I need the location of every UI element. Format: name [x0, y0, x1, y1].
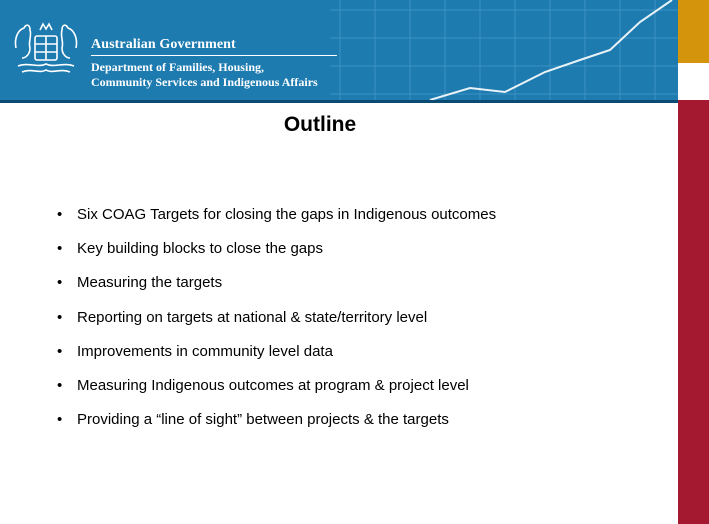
slide-title: Outline: [283, 113, 357, 136]
department-line-2: Community Services and Indigenous Affairs: [91, 75, 318, 89]
bullet-icon: •: [57, 376, 63, 394]
gold-strip: [678, 0, 709, 63]
department-line-1: Department of Families, Housing,: [91, 60, 264, 74]
list-item-text: Six COAG Targets for closing the gaps in Indigenous outcomes: [77, 206, 497, 223]
coat-of-arms-icon: [10, 18, 82, 80]
bullet-icon: •: [57, 308, 63, 326]
list-item-text: Measuring Indigenous outcomes at program & project level: [77, 376, 469, 394]
bullet-icon: •: [57, 240, 63, 258]
list-item: [57, 240, 496, 274]
red-strip: [678, 100, 709, 524]
header-banner: [0, 0, 678, 100]
list-item: [57, 274, 496, 308]
header-underline: [0, 100, 678, 103]
list-item: [57, 411, 496, 445]
list-item-text: Improvements in community level data: [77, 342, 333, 360]
list-item: [57, 309, 496, 343]
list-item: [57, 377, 496, 411]
bullet-icon: •: [57, 411, 63, 429]
side-color-strip: [678, 0, 709, 524]
list-item-text: Providing a “line of sight” between projects & the targets: [77, 411, 449, 429]
government-name: Australian Government: [91, 37, 236, 52]
list-item-text: Key building blocks to close the gaps: [77, 240, 323, 258]
bullet-icon: •: [57, 206, 63, 223]
divider: [91, 55, 337, 56]
bullet-list: [57, 206, 496, 445]
white-strip: [678, 63, 709, 100]
list-item-text: Reporting on targets at national & state/territory level: [77, 308, 428, 326]
bullet-icon: •: [57, 274, 63, 292]
list-item: [57, 343, 496, 377]
list-item-text: Measuring the targets: [77, 274, 223, 292]
trend-line-decoration: [430, 0, 672, 100]
list-item: [57, 206, 496, 240]
bullet-icon: •: [57, 342, 63, 360]
department-name: [91, 60, 318, 90]
